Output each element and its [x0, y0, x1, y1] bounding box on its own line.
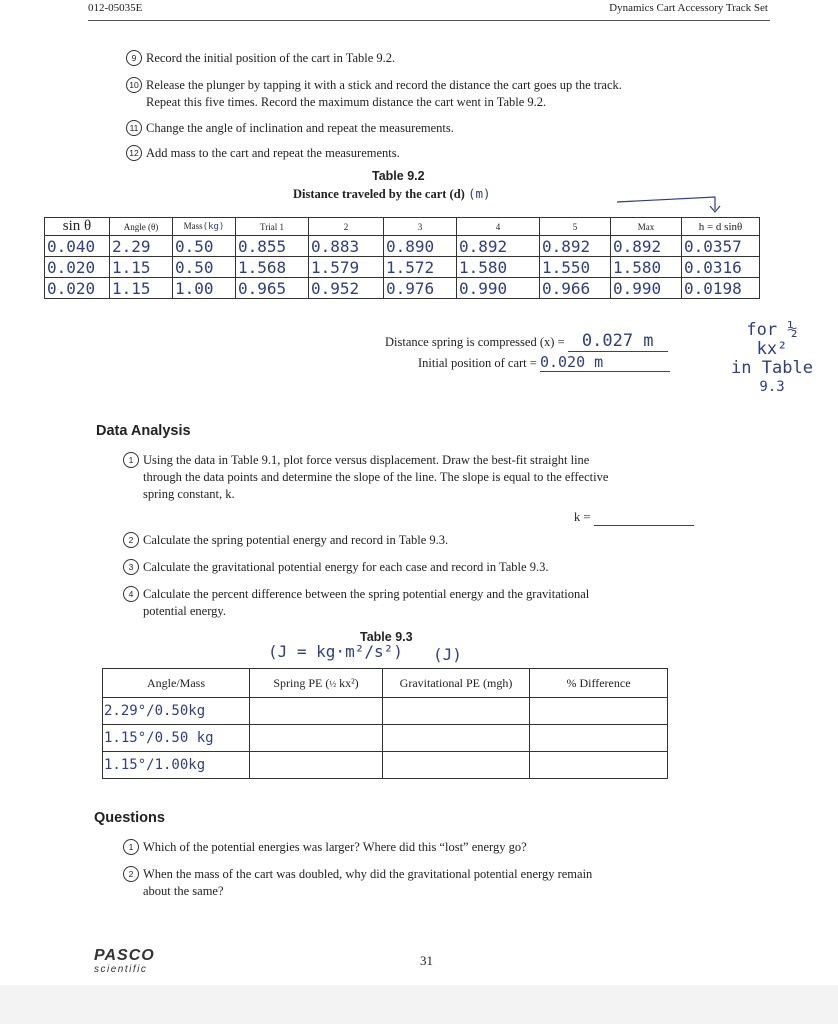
step-number: 11 — [126, 120, 142, 136]
analysis-item-2: 2 Calculate the spring potential energy and record in Table 9.3. — [123, 532, 448, 549]
procedure-step-11: 11 Change the angle of inclination and repeat the measurements. — [126, 120, 454, 137]
handwritten-unit: (m) — [467, 186, 491, 201]
k-blank — [594, 510, 694, 526]
document-number: 012-05035E — [88, 2, 143, 14]
question-1: 1 Which of the potential energies was larger? Where did this “lost” energy go? — [123, 839, 527, 856]
header-trial-5: 5 — [540, 218, 611, 236]
header-angle: Angle (θ) — [110, 218, 173, 236]
analysis-item-1: 1 Using the data in Table 9.1, plot force versus displacement. Draw the best-fit straight line through the data points and determine the slope of the line. The slope is equal to the effective spring constant, k. — [123, 452, 608, 503]
procedure-step-9: 9 Record the initial position of the cart in Table 9.2. — [126, 50, 395, 67]
pasco-logo-subtitle: scientific — [94, 964, 148, 975]
header-rule — [88, 20, 770, 21]
table-9-2 — [44, 217, 760, 299]
k-field: k = — [574, 510, 694, 526]
table-header-row — [45, 218, 760, 236]
header-spring-pe: Spring PE (½ kx²) — [250, 669, 383, 698]
header-trial-4: 4 — [457, 218, 540, 236]
page-number: 31 — [420, 953, 433, 968]
step-number: 9 — [126, 50, 142, 66]
table-9-3 — [102, 668, 668, 779]
page-bottom-shade — [0, 985, 838, 1024]
arrow-annotation — [612, 192, 732, 216]
header-gravitational-pe: Gravitational PE (mgh) — [383, 669, 530, 698]
table-9-2-label: Table 9.2 — [372, 169, 425, 183]
table-row: 2.29°/0.50kg — [103, 698, 668, 725]
table-row: 0.020 1.15 0.50 1.568 1.579 1.572 1.580 1.550 1.580 0.0316 — [45, 257, 760, 278]
spring-compression-field: Distance spring is compressed (x) = 0.027 m — [385, 331, 668, 352]
table-9-2-caption: Distance traveled by the cart (d) (m) — [293, 186, 491, 201]
table-row: 1.15°/0.50 kg — [103, 725, 668, 752]
initial-position-field: Initial position of cart = 0.020 m — [418, 353, 670, 372]
analysis-item-3: 3 Calculate the gravitational potential energy for each case and record in Table 9.3. — [123, 559, 548, 576]
header-height: h = d sinθ — [682, 218, 760, 236]
step-number: 12 — [126, 145, 142, 161]
header-angle-mass: Angle/Mass — [103, 669, 250, 698]
questions-title: Questions — [94, 810, 165, 826]
table-header-row — [103, 669, 668, 698]
header-trial-3: 3 — [384, 218, 457, 236]
header-sin-theta: sin θ — [45, 218, 110, 236]
data-analysis-title: Data Analysis — [96, 423, 191, 439]
header-trial-1: Trial 1 — [236, 218, 309, 236]
document-title: Dynamics Cart Accessory Track Set — [609, 2, 768, 14]
procedure-step-10: 10 Release the plunger by tapping it with a stick and record the distance the cart goes up the track. Repeat this five times. Record the maximum distance the cart went in Table 9.2. — [126, 77, 622, 111]
question-2: 2 When the mass of the cart was doubled, why did the gravitational potential energy remain about the same? — [123, 866, 592, 900]
spring-compression-value: 0.027 m — [568, 331, 668, 352]
table-9-3-label: Table 9.3 — [360, 630, 413, 644]
header-percent-difference: % Difference — [530, 669, 668, 698]
analysis-item-4: 4 Calculate the percent difference between the spring potential energy and the gravitational potential energy. — [123, 586, 589, 620]
header-max: Max — [611, 218, 682, 236]
handwritten-note: for ½ kx² in Table 9.3 — [731, 320, 813, 395]
header-mass: Mass(kg) — [173, 218, 236, 236]
table-row: 1.15°/1.00kg — [103, 752, 668, 779]
pasco-logo: PASCO — [94, 947, 155, 964]
header-trial-2: 2 — [309, 218, 384, 236]
handwritten-units-note: (J = kg·m²/s²) — [268, 642, 403, 661]
step-number: 10 — [126, 77, 142, 93]
initial-position-value: 0.020 m — [540, 353, 670, 372]
table-row: 0.040 2.29 0.50 0.855 0.883 0.890 0.892 0.892 0.892 0.0357 — [45, 236, 760, 257]
table-row: 0.020 1.15 1.00 0.965 0.952 0.976 0.990 0.966 0.990 0.0198 — [45, 278, 760, 299]
procedure-step-12: 12 Add mass to the cart and repeat the measurements. — [126, 145, 400, 162]
handwritten-joules-note: (J) — [433, 645, 462, 664]
